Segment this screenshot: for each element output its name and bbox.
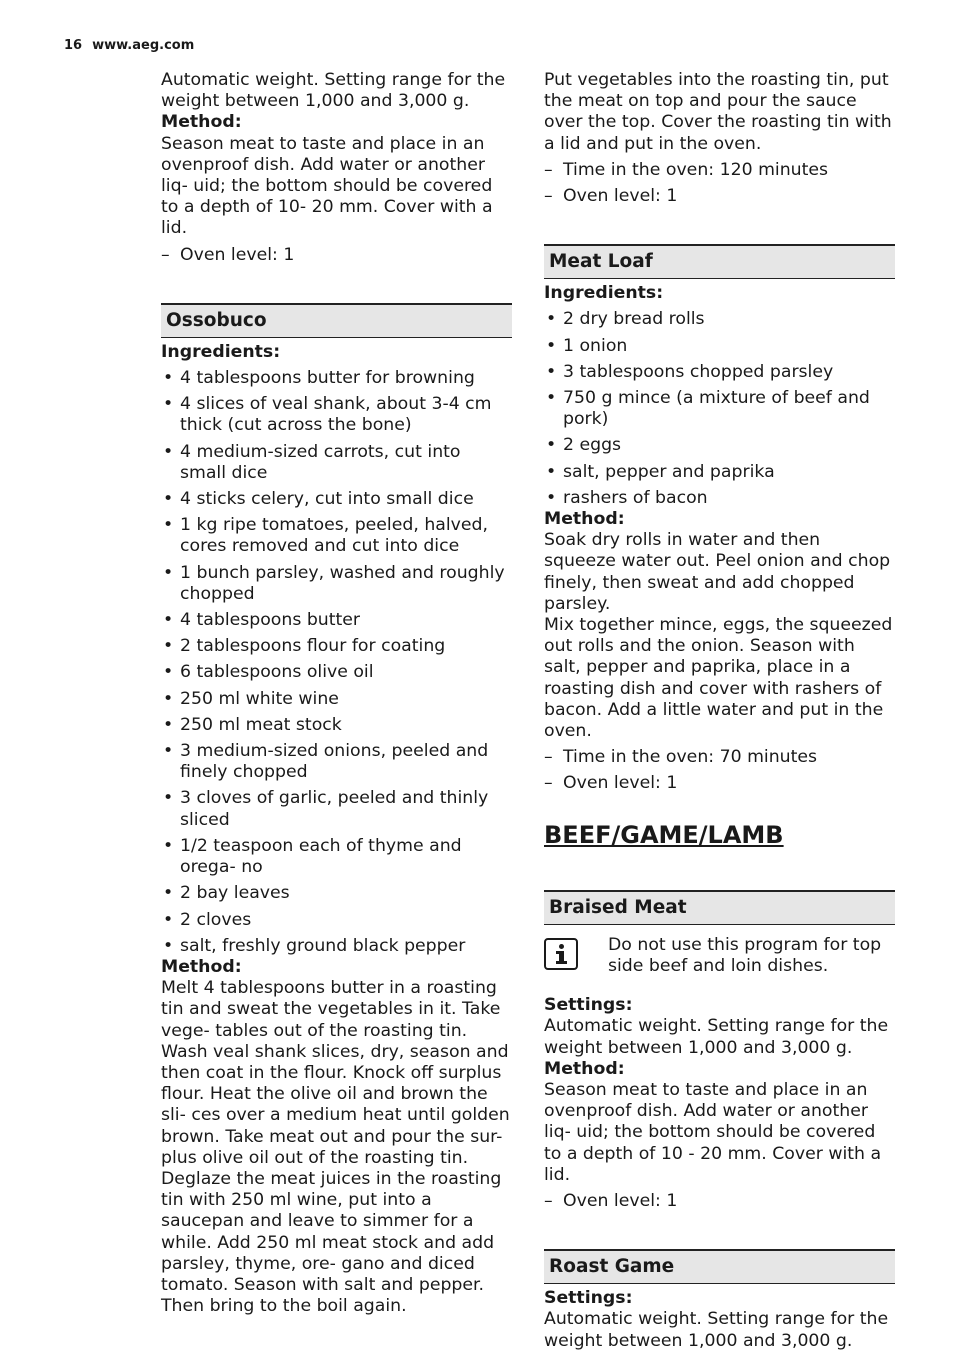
ingredient-list bbox=[161, 368, 512, 957]
dash-item: – Oven level: 1 bbox=[544, 186, 895, 207]
ingredient-list bbox=[544, 309, 895, 509]
dash-item: – Oven level: 1 bbox=[544, 1191, 895, 1212]
right-column bbox=[544, 70, 895, 1352]
section-heading-ossobuco: Ossobuco bbox=[161, 303, 512, 338]
ingredients-label: Ingredients: bbox=[544, 283, 664, 304]
method-text: Season meat to taste and place in an ovenproof dish. Add water or another liq- uid; the bottom should be covered to a depth of 10- 20 mm. Cover with a lid. bbox=[161, 133, 493, 239]
info-icon bbox=[544, 938, 578, 970]
list-item: • 2 cloves bbox=[161, 910, 512, 931]
list-item: • 250 ml meat stock bbox=[161, 715, 512, 736]
list-item: • 3 medium-sized onions, peeled and finely chopped bbox=[161, 741, 512, 783]
list-item: • 4 tablespoons butter bbox=[161, 610, 512, 631]
method-label: Method: bbox=[161, 112, 242, 133]
list-item: • rashers of bacon bbox=[544, 488, 895, 509]
section-heading-braised-meat: Braised Meat bbox=[544, 890, 895, 925]
method-text: Season meat to taste and place in an ovenproof dish. Add water or another liq- uid; the bottom should be covered to a depth of 10 - 20 mm. Cover with a lid. bbox=[544, 1079, 882, 1185]
list-item: • 4 medium-sized carrots, cut into small dice bbox=[161, 442, 512, 484]
intro-text: Put vegetables into the roasting tin, put the meat on top and pour the sauce over the top. Cover the roasting tin with a lid and put in the oven. bbox=[544, 70, 892, 154]
settings-text: Automatic weight. Setting range for the weight between 1,000 and 3,000 g. bbox=[544, 1309, 889, 1351]
method-paragraph: Wash veal shank slices, dry, season and then coat in the flour. Knock off surplus flour. Heat the olive oil and brown the sli- ces over a medium heat until golden brown. Take meat out and pour the sur- plus olive oil out of the roasting tin. bbox=[161, 1041, 510, 1168]
section-heading-meat-loaf: Meat Loaf bbox=[544, 244, 895, 279]
dash-item: – Oven level: 1 bbox=[161, 245, 512, 266]
settings-label: Settings: bbox=[544, 1288, 633, 1309]
chapter-heading: BEEF/GAME/LAMB bbox=[544, 820, 784, 849]
method-label: Method: bbox=[544, 509, 625, 530]
list-item: • 250 ml white wine bbox=[161, 689, 512, 710]
method-label: Method: bbox=[161, 956, 242, 977]
website-url[interactable]: www.aeg.com bbox=[92, 38, 195, 53]
page-header bbox=[64, 38, 194, 53]
method-label: Method: bbox=[544, 1058, 625, 1079]
method-paragraph: Soak dry rolls in water and then squeeze water out. Peel onion and chop finely, then sweat and add chopped parsley. bbox=[544, 530, 891, 614]
info-text: Do not use this program for top side beef and loin dishes. bbox=[608, 934, 882, 976]
method-paragraph: Melt 4 tablespoons butter in a roasting tin and sweat the vegetables in it. Take vege- tables out of the roasting tin. bbox=[161, 978, 501, 1041]
list-item: • 2 eggs bbox=[544, 435, 895, 456]
list-item: • 4 tablespoons butter for browning bbox=[161, 368, 512, 389]
info-note bbox=[544, 935, 895, 977]
settings-label: Settings: bbox=[544, 995, 633, 1016]
list-item: • 6 tablespoons olive oil bbox=[161, 662, 512, 683]
method-paragraph: Deglaze the meat juices in the roasting tin with 250 ml wine, put into a saucepan and leave to simmer for a while. Add 250 ml meat stock and add parsley, thyme, ore- gano and diced tomato. Season with salt and pepper. Then bring to the boil again. bbox=[161, 1168, 502, 1317]
dash-list bbox=[544, 1191, 895, 1212]
dash-list bbox=[161, 245, 512, 266]
method-paragraph: Mix together mince, eggs, the squeezed out rolls and the onion. Season with salt, pepper and paprika, place in a roasting dish and cover with rashers of bacon. Add a little water and put in the oven. bbox=[544, 615, 893, 742]
settings-text: Automatic weight. Setting range for the weight between 1,000 and 3,000 g. bbox=[544, 1016, 889, 1058]
list-item: • 2 dry bread rolls bbox=[544, 309, 895, 330]
list-item: • 3 tablespoons chopped parsley bbox=[544, 362, 895, 383]
list-item: • 2 bay leaves bbox=[161, 883, 512, 904]
dash-list bbox=[544, 747, 895, 794]
dash-list bbox=[544, 160, 895, 207]
list-item: • 750 g mince (a mixture of beef and pork) bbox=[544, 388, 895, 430]
list-item: • salt, freshly ground black pepper bbox=[161, 936, 512, 957]
list-item: • 4 sticks celery, cut into small dice bbox=[161, 489, 512, 510]
list-item: • 1 onion bbox=[544, 336, 895, 357]
list-item: • 4 slices of veal shank, about 3-4 cm thick (cut across the bone) bbox=[161, 394, 512, 436]
list-item: • 1 bunch parsley, washed and roughly chopped bbox=[161, 563, 512, 605]
list-item: • salt, pepper and paprika bbox=[544, 462, 895, 483]
left-column bbox=[161, 70, 512, 1317]
intro-text: Automatic weight. Setting range for the weight between 1,000 and 3,000 g. bbox=[161, 70, 506, 112]
section-heading-roast-game: Roast Game bbox=[544, 1249, 895, 1284]
list-item: • 2 tablespoons flour for coating bbox=[161, 636, 512, 657]
list-item: • 1/2 teaspoon each of thyme and orega- no bbox=[161, 836, 512, 878]
ingredients-label: Ingredients: bbox=[161, 341, 281, 362]
dash-item: – Oven level: 1 bbox=[544, 773, 895, 794]
dash-item: – Time in the oven: 120 minutes bbox=[544, 160, 895, 181]
list-item: • 3 cloves of garlic, peeled and thinly sliced bbox=[161, 788, 512, 830]
dash-item: – Time in the oven: 70 minutes bbox=[544, 747, 895, 768]
list-item: • 1 kg ripe tomatoes, peeled, halved, cores removed and cut into dice bbox=[161, 515, 512, 557]
page-number: 16 bbox=[64, 38, 83, 53]
